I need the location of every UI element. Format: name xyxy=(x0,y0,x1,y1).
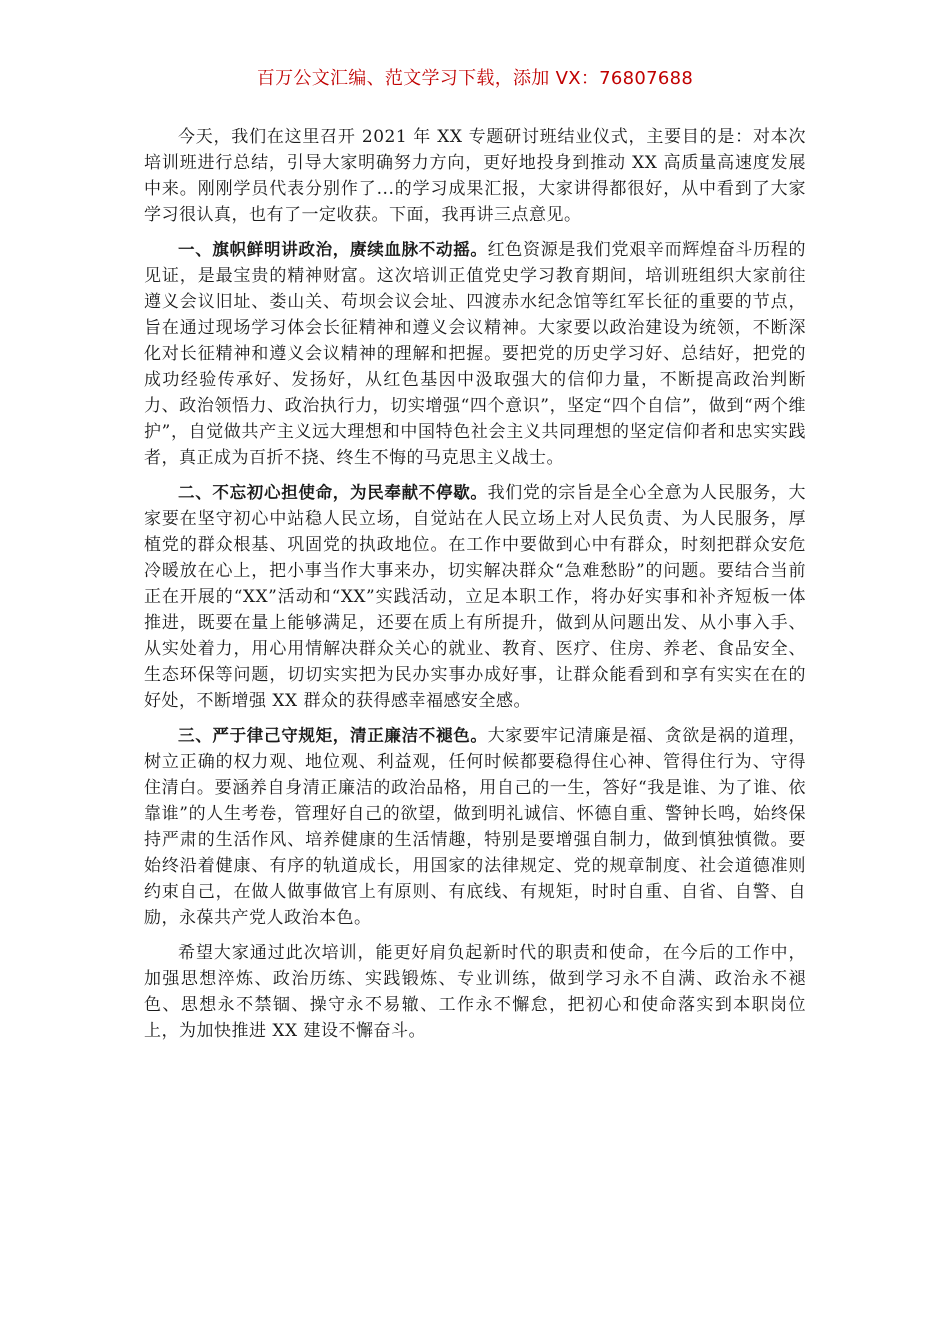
closing-paragraph xyxy=(144,940,806,1044)
document-body xyxy=(144,124,806,1053)
section-three-paragraph xyxy=(144,723,806,931)
section-three-heading: 三、严于律己守规矩，清正廉洁不褪色。 xyxy=(178,726,488,745)
section-one-heading: 一、旗帜鲜明讲政治，赓续血脉不动摇。 xyxy=(178,240,488,259)
section-one-paragraph xyxy=(144,237,806,471)
paragraph-text: 红色资源是我们党艰辛而辉煌奋斗历程的见证，是最宝贵的精神财富。这次培训正值党史学习教育期间，培训班组织大家前往遵义会议旧址、娄山关、苟坝会议会址、四渡赤水纪念馆等红军长征的重要的节点，旨在通过现场学习体会长征精神和遵义会议精神。大家要以政治建设为统领，不断深化对长征精神和遵义会议精神的理解和把握。要把党的历史学习好、总结好，把党的成功经验传承好、发扬好，从红色基因中汲取强大的信仰力量，不断提高政治判断力、政治领悟力、政治执行力，切实增强“四个意识”，坚定“四个自信”，做到“两个维护”，自觉做共产主义远大理想和中国特色社会主义共同理想的坚定信仰者和忠实实践者，真正成为百折不挠、终生不悔的马克思主义战士。 xyxy=(144,240,807,468)
header-banner: 百万公文汇编、范文学习下载，添加 VX：76807688 xyxy=(256,68,694,89)
section-two-heading: 二、不忘初心担使命，为民奉献不停歇。 xyxy=(178,483,488,502)
paragraph-text: 我们党的宗旨是全心全意为人民服务，大家要在坚守初心中站稳人民立场，自觉站在人民立场上对人民负责、为人民服务，厚植党的群众根基、巩固党的执政地位。在工作中要做到心中有群众，时刻把群众安危冷暖放在心上，把小事当作大事来办，切实解决群众“急难愁盼”的问题。要结合当前正在开展的“XX”活动和“XX”实践活动，立足本职工作，将办好实事和补齐短板一体推进，既要在量上能够满足，还要在质上有所提升，做到从问题出发、从小事入手、从实处着力，用心用情解决群众关心的就业、教育、医疗、住房、养老、食品安全、生态环保等问题，切切实实把为民办实事办成好事，让群众能看到和享有实实在在的好处，不断增强 XX 群众的获得感幸福感安全感。 xyxy=(144,483,807,711)
paragraph-text: 大家要牢记清廉是福、贪欲是祸的道理，树立正确的权力观、地位观、利益观，任何时候都要稳得住心神、管得住行为、守得住清白。要涵养自身清正廉洁的政治品格，用自己的一生，答好“我是谁、为了谁、依靠谁”的人生考卷，管理好自己的欲望，做到明礼诚信、怀德自重、警钟长鸣，始终保持严肃的生活作风、培养健康的生活情趣，特别是要增强自制力，做到慎独慎微。要始终沿着健康、有序的轨道成长，用国家的法律规定、党的规章制度、社会道德准则约束自己，在做人做事做官上有原则、有底线、有规矩，时时自重、自省、自警、自励，永葆共产党人政治本色。 xyxy=(144,726,807,928)
paragraph-text: 今天，我们在这里召开 2021 年 XX 专题研讨班结业仪式，主要目的是：对本次培训班进行总结，引导大家明确努力方向，更好地投身到推动 XX 高质量高速度发展中来。刚刚学员代表分别作了...的学习成果汇报，大家讲得都很好，从中看到了大家学习很认真，也有了一定收获。下面，我再讲三点意见。 xyxy=(144,127,806,225)
paragraph-text: 希望大家通过此次培训，能更好肩负起新时代的职责和使命，在今后的工作中，加强思想淬炼、政治历练、实践锻炼、专业训练，做到学习永不自满、政治永不褪色、思想永不禁锢、操守永不易辙、工作永不懈怠，把初心和使命落实到本职岗位上，为加快推进 XX 建设不懈奋斗。 xyxy=(144,943,806,1041)
intro-paragraph xyxy=(144,124,806,228)
section-two-paragraph xyxy=(144,480,806,714)
